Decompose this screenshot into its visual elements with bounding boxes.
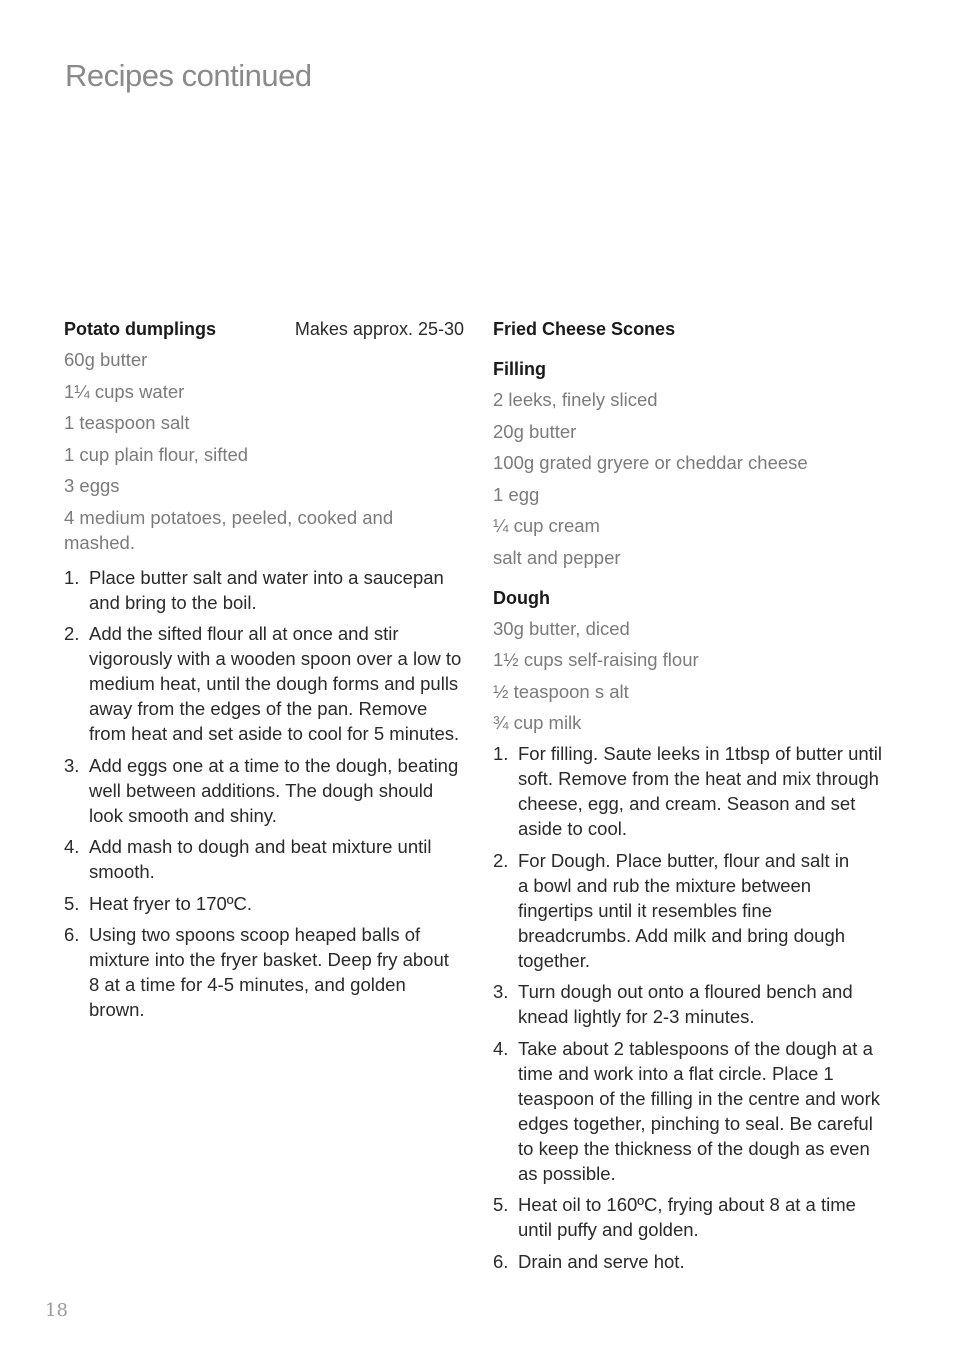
potato-dumplings-recipe	[64, 319, 464, 1029]
recipe-header	[64, 319, 464, 345]
method-step	[493, 1192, 893, 1242]
method-step	[493, 848, 893, 973]
method-step	[64, 922, 464, 1022]
step-number: 3.	[493, 981, 509, 1002]
step-number: 4.	[64, 836, 80, 857]
method-step	[493, 741, 893, 841]
step-number: 6.	[493, 1250, 509, 1272]
ingredient-item: ½ teaspoon s alt	[493, 680, 629, 702]
step-text: Drain and serve hot.	[518, 1250, 685, 1272]
step-number: 5.	[493, 1194, 509, 1215]
method-step	[493, 979, 893, 1029]
step-text: For filling. Saute leeks in 1tbsp of butter until soft. Remove from the heat and mix through cheese, egg, and cream. Season and set aside to cool.	[518, 743, 883, 839]
step-number: 4.	[493, 1037, 509, 1059]
step-number: 3.	[64, 754, 80, 776]
step-number: 1.	[493, 743, 509, 764]
step-text: Turn dough out onto a floured bench and knead lightly for 2-3 minutes.	[518, 981, 853, 1027]
step-text: Using two spoons scoop heaped balls of mixture into the fryer basket. Deep fry about 8 at a time for 4-5 minutes, and golden brown.	[89, 924, 449, 1020]
ingredient-item: 100g grated gryere or cheddar cheese	[493, 452, 808, 473]
ingredient-item: salt and pepper	[493, 546, 621, 568]
recipe-title: Fried Cheese Scones	[493, 319, 676, 339]
page-title: Recipes continued	[65, 58, 312, 93]
ingredient-list	[64, 347, 464, 555]
step-text: Add mash to dough and beat mixture until smooth.	[89, 836, 432, 882]
ingredient-item: 2 leeks, finely sliced	[493, 389, 658, 410]
filling-ingredient-list	[493, 387, 893, 570]
step-number: 2.	[64, 623, 80, 644]
ingredient-item: 1 cup plain flour, sifted	[64, 443, 249, 465]
fried-cheese-scones-recipe	[493, 319, 893, 1280]
ingredient-item: 1¼ cups water	[64, 380, 185, 402]
step-number: 6.	[64, 924, 80, 945]
step-number: 2.	[493, 849, 509, 871]
method-steps	[493, 741, 893, 1274]
ingredient-item: 60g butter	[64, 349, 148, 370]
recipe-header	[493, 319, 893, 345]
ingredient-item: 4 medium potatoes, peeled, cooked and mashed.	[64, 506, 394, 553]
step-text: Heat oil to 160ºC, frying about 8 at a time until puffy and golden.	[518, 1194, 856, 1240]
dough-ingredient-list	[493, 616, 893, 736]
dough-heading: Dough	[493, 587, 550, 608]
method-step	[64, 834, 464, 884]
ingredient-item: ¼ cup cream	[493, 515, 600, 536]
recipe-title: Potato dumplings	[64, 319, 216, 339]
ingredient-item: 30g butter, diced	[493, 617, 630, 639]
step-text: For Dough. Place butter, flour and salt in a bowl and rub the mixture between fingertips until it resembles fine breadcrumbs. Add milk and bring dough together.	[518, 849, 850, 971]
method-step	[64, 891, 464, 916]
step-text: Add eggs one at a time to the dough, beating well between additions. The dough should look smooth and shiny.	[89, 754, 459, 826]
ingredient-item: 20g butter	[493, 420, 577, 442]
ingredient-item: 1½ cups self-raising flour	[493, 649, 699, 670]
ingredient-item: ¾ cup milk	[493, 712, 582, 733]
recipe-yield: Makes approx. 25-30	[294, 319, 464, 339]
method-step	[64, 753, 464, 828]
ingredient-item: 1 teaspoon salt	[64, 412, 190, 433]
step-text: Take about 2 tablespoons of the dough at a time and work into a flat circle. Place 1 teaspoon of the filling in the centre and work edges together, pinching to seal. Be careful to keep the thickness of the dough as even as possible.	[518, 1037, 881, 1184]
step-text: Add the sifted flour all at once and stir vigorously with a wooden spoon over a low to medium heat, until the dough forms and pulls away from the edges of the pan. Remove from heat and set aside to cool for 5 minutes.	[89, 623, 462, 744]
method-step	[64, 565, 464, 615]
page-number: 18	[45, 1300, 68, 1321]
step-text: Place butter salt and water into a saucepan and bring to the boil.	[89, 566, 444, 613]
method-step	[493, 1249, 893, 1274]
ingredient-item: 1 egg	[493, 483, 540, 505]
step-number: 1.	[64, 566, 80, 588]
step-number: 5.	[64, 892, 80, 914]
filling-heading: Filling	[493, 359, 546, 379]
method-step	[493, 1036, 893, 1186]
method-step	[64, 621, 464, 746]
ingredient-item: 3 eggs	[64, 475, 120, 496]
step-text: Heat fryer to 170ºC.	[89, 892, 253, 914]
method-steps	[64, 565, 464, 1023]
